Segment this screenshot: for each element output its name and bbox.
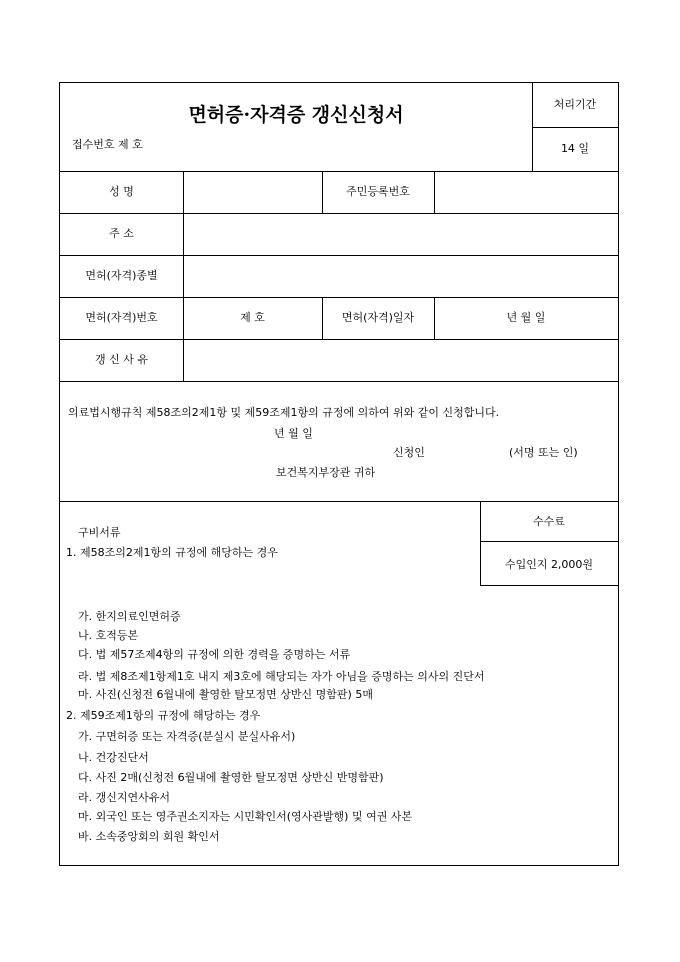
declaration-date: 년 월 일	[274, 427, 313, 440]
processing-period-label: 처리기간	[553, 98, 597, 111]
fee-label: 수수료	[533, 515, 565, 528]
list-item: 가. 한지의료인면허증	[78, 610, 181, 623]
rule-label-column	[183, 171, 184, 381]
fee-value: 수입인지 2,000원	[504, 558, 594, 571]
license-number-value: 제 호	[240, 311, 265, 324]
rule-fee-split	[480, 541, 618, 542]
list-item: 가. 구면허증 또는 자격증(분실시 분실사유서)	[78, 730, 296, 743]
list-item: 라. 법 제8조제1항제1호 내지 제3호에 해당되는 자가 아님을 증명하는 의사의 진단서	[78, 670, 485, 683]
documents-title: 구비서류	[78, 526, 121, 539]
documents-case-1: 1. 제58조의2제1항의 규정에 해당하는 경우	[66, 546, 278, 559]
rule-declaration-bottom	[60, 501, 618, 502]
form-title: 면허증·자격증 갱신신청서	[188, 104, 404, 126]
rule-period-split	[532, 127, 618, 128]
rule-fee-left	[480, 501, 481, 585]
rule-header-bottom	[60, 171, 618, 172]
license-date-label: 면허(자격)일자	[341, 311, 415, 324]
rrn-label: 주민등록번호	[346, 185, 410, 198]
license-number-label: 면허(자격)번호	[85, 311, 158, 324]
license-type-label: 면허(자격)종별	[85, 269, 158, 282]
list-item: 다. 법 제57조제4항의 규정에 의한 경력을 증명하는 서류	[78, 648, 351, 661]
applicant-label: 신청인	[393, 446, 425, 459]
receipt-number: 접수번호 제 호	[72, 138, 143, 151]
address-label: 주 소	[109, 227, 134, 240]
list-item: 마. 사진(신청전 6월내에 촬영한 탈모정면 상반신 명함판) 5매	[78, 688, 373, 701]
list-item: 다. 사진 2매(신청전 6월내에 촬영한 탈모정면 상반신 반명함판)	[78, 771, 384, 784]
renewal-reason-label: 갱 신 사 유	[95, 353, 148, 366]
rule-row-5	[60, 381, 618, 382]
signature-label: (서명 또는 인)	[509, 446, 578, 459]
documents-case-2: 2. 제59조제1항의 규정에 해당하는 경우	[66, 709, 261, 722]
renewal-application-form	[59, 82, 619, 866]
rule-period-left	[532, 83, 533, 171]
addressee: 보건복지부장관 귀하	[276, 466, 376, 479]
list-item: 마. 외국인 또는 영주권소지자는 시민확인서(영사관발행) 및 여권 사본	[78, 810, 413, 823]
rule-fee-bottom	[480, 585, 618, 586]
processing-period-value: 14 일	[560, 142, 590, 155]
list-item: 라. 갱신지연사유서	[78, 791, 171, 804]
rule-row-3	[60, 297, 618, 298]
rule-row-2	[60, 255, 618, 256]
license-date-value: 년 월 일	[506, 311, 546, 324]
list-item: 바. 소속중앙회의 회원 확인서	[78, 830, 220, 843]
rule-row-4	[60, 339, 618, 340]
name-label: 성 명	[109, 185, 134, 198]
rule-rrn-right	[434, 171, 435, 213]
list-item: 나. 호적등본	[78, 629, 139, 642]
declaration-statement: 의료법시행규칙 제58조의2제1항 및 제59조제1항의 규정에 의하여 위와 같이 신청합니다.	[68, 406, 500, 419]
list-item: 나. 건강진단서	[78, 751, 149, 764]
rule-row-1	[60, 213, 618, 214]
